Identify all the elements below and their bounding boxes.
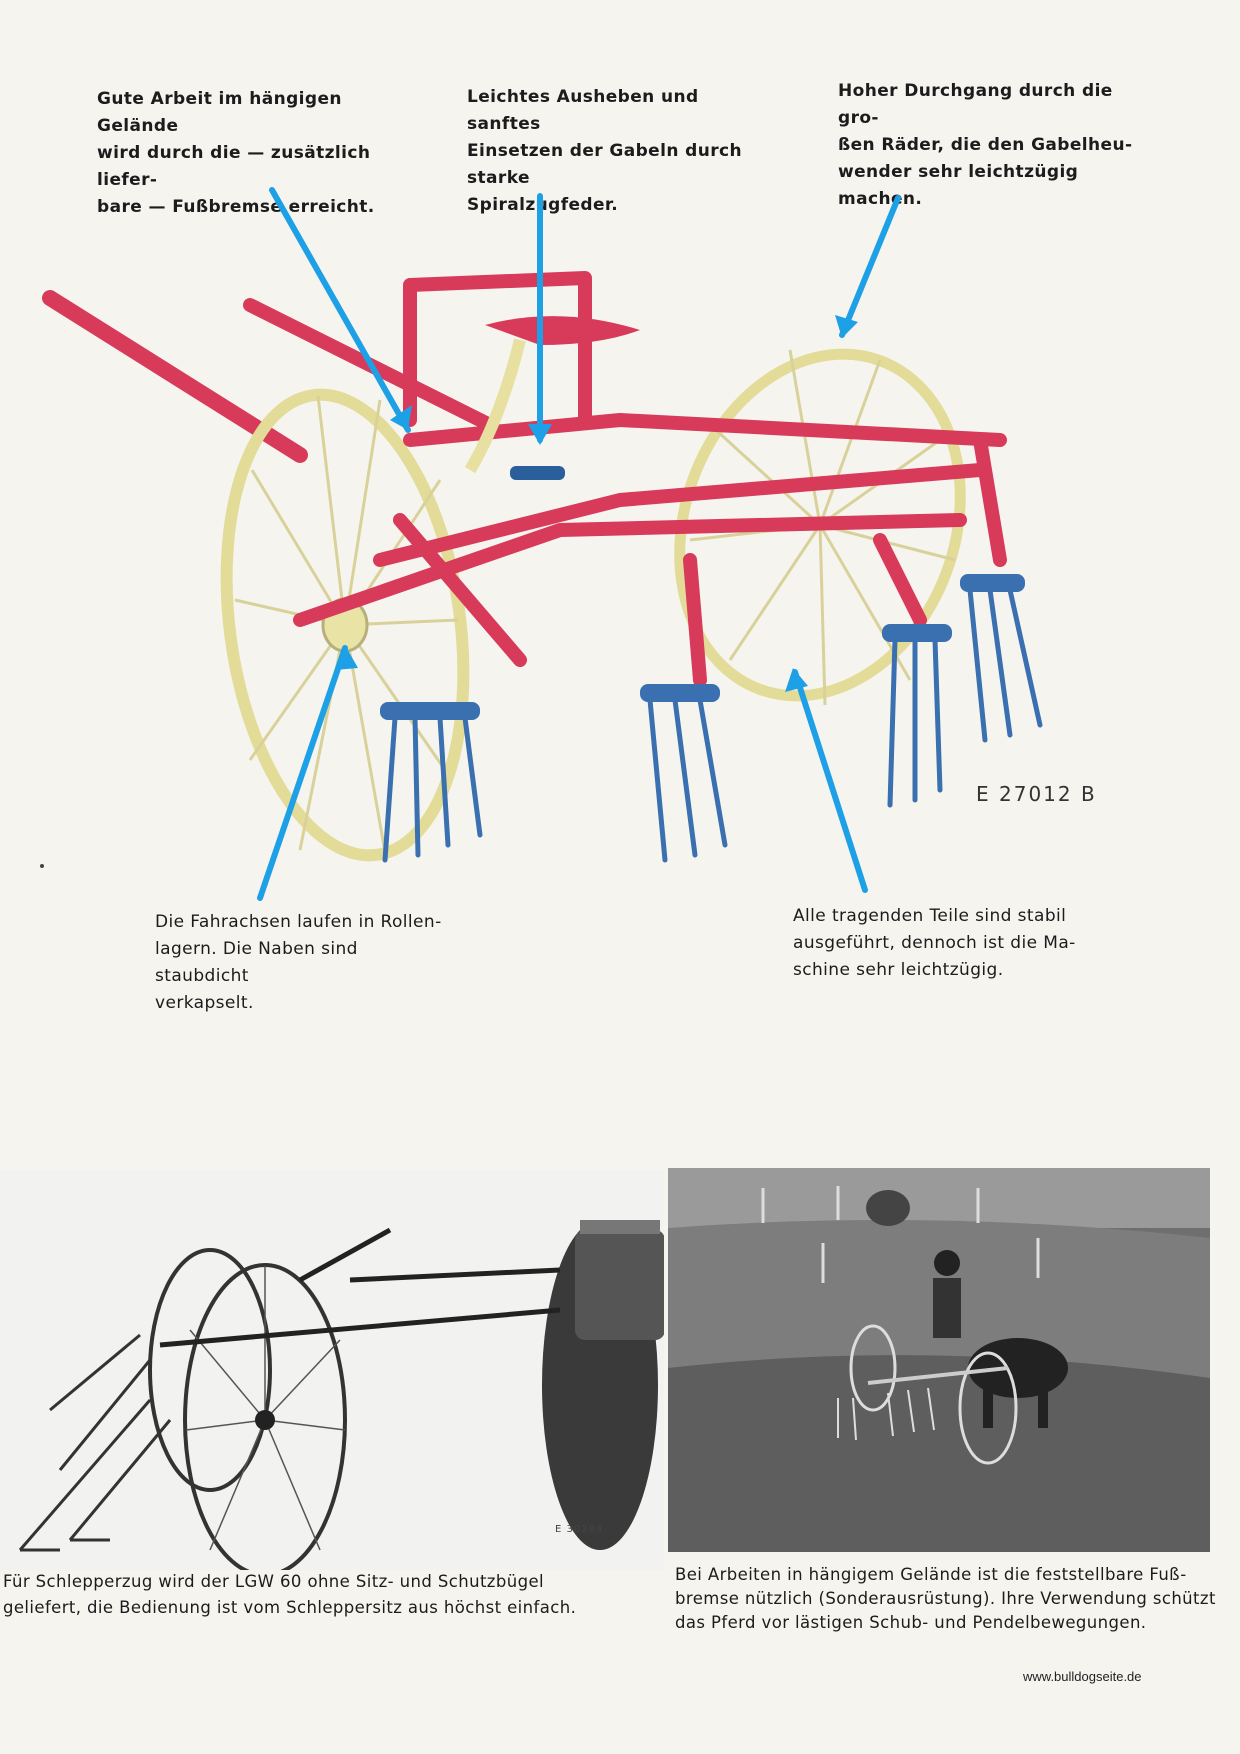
arrow-parts: [795, 672, 865, 890]
caption-spring: Leichtes Ausheben und sanftes Einsetzen der Gabeln durch starke Spiralzugfeder.: [467, 87, 742, 215]
caption-axles: Die Fahrachsen laufen in Rollen- lagern. Die Naben sind staubdicht verkapselt.: [155, 912, 442, 1013]
tractor-photo: [0, 1170, 664, 1570]
red-frame: [300, 278, 1000, 680]
seat: [470, 316, 640, 470]
image-code-tractor: E 30284: [555, 1524, 604, 1535]
arrow-wheels: [842, 198, 898, 335]
caption-wheels: Hoher Durchgang durch die gro- ßen Räder, die den Gabelheu- wender sehr leichtzügig machen.: [838, 81, 1133, 209]
watermark: www.bulldogseite.de: [1023, 1669, 1142, 1684]
caption-field: Bei Arbeiten in hängigem Gelände ist die feststellbare Fuß- bremse nützlich (Sonderausrüstung). Ihre Verwendung schützt das Pferd vor lästigen Schub- und Pendelbewegungen.: [675, 1565, 1216, 1632]
field-photo: [668, 1168, 1210, 1552]
image-code-main: E 27012 B: [976, 782, 1097, 806]
caption-foot-brake: Gute Arbeit im hängigen Gelände wird durch die — zusätzlich liefer- bare — Fußbremse erreicht.: [97, 89, 375, 217]
caption-tractor: Für Schlepperzug wird der LGW 60 ohne Sitz- und Schutzbügel geliefert, die Bedienung ist vom Schleppersitz aus höchst einfach.: [3, 1572, 577, 1617]
spiral-spring: [510, 466, 565, 480]
caption-parts: Alle tragenden Teile sind stabil ausgeführt, dennoch ist die Ma- schine sehr leichtzügig.: [793, 906, 1076, 980]
